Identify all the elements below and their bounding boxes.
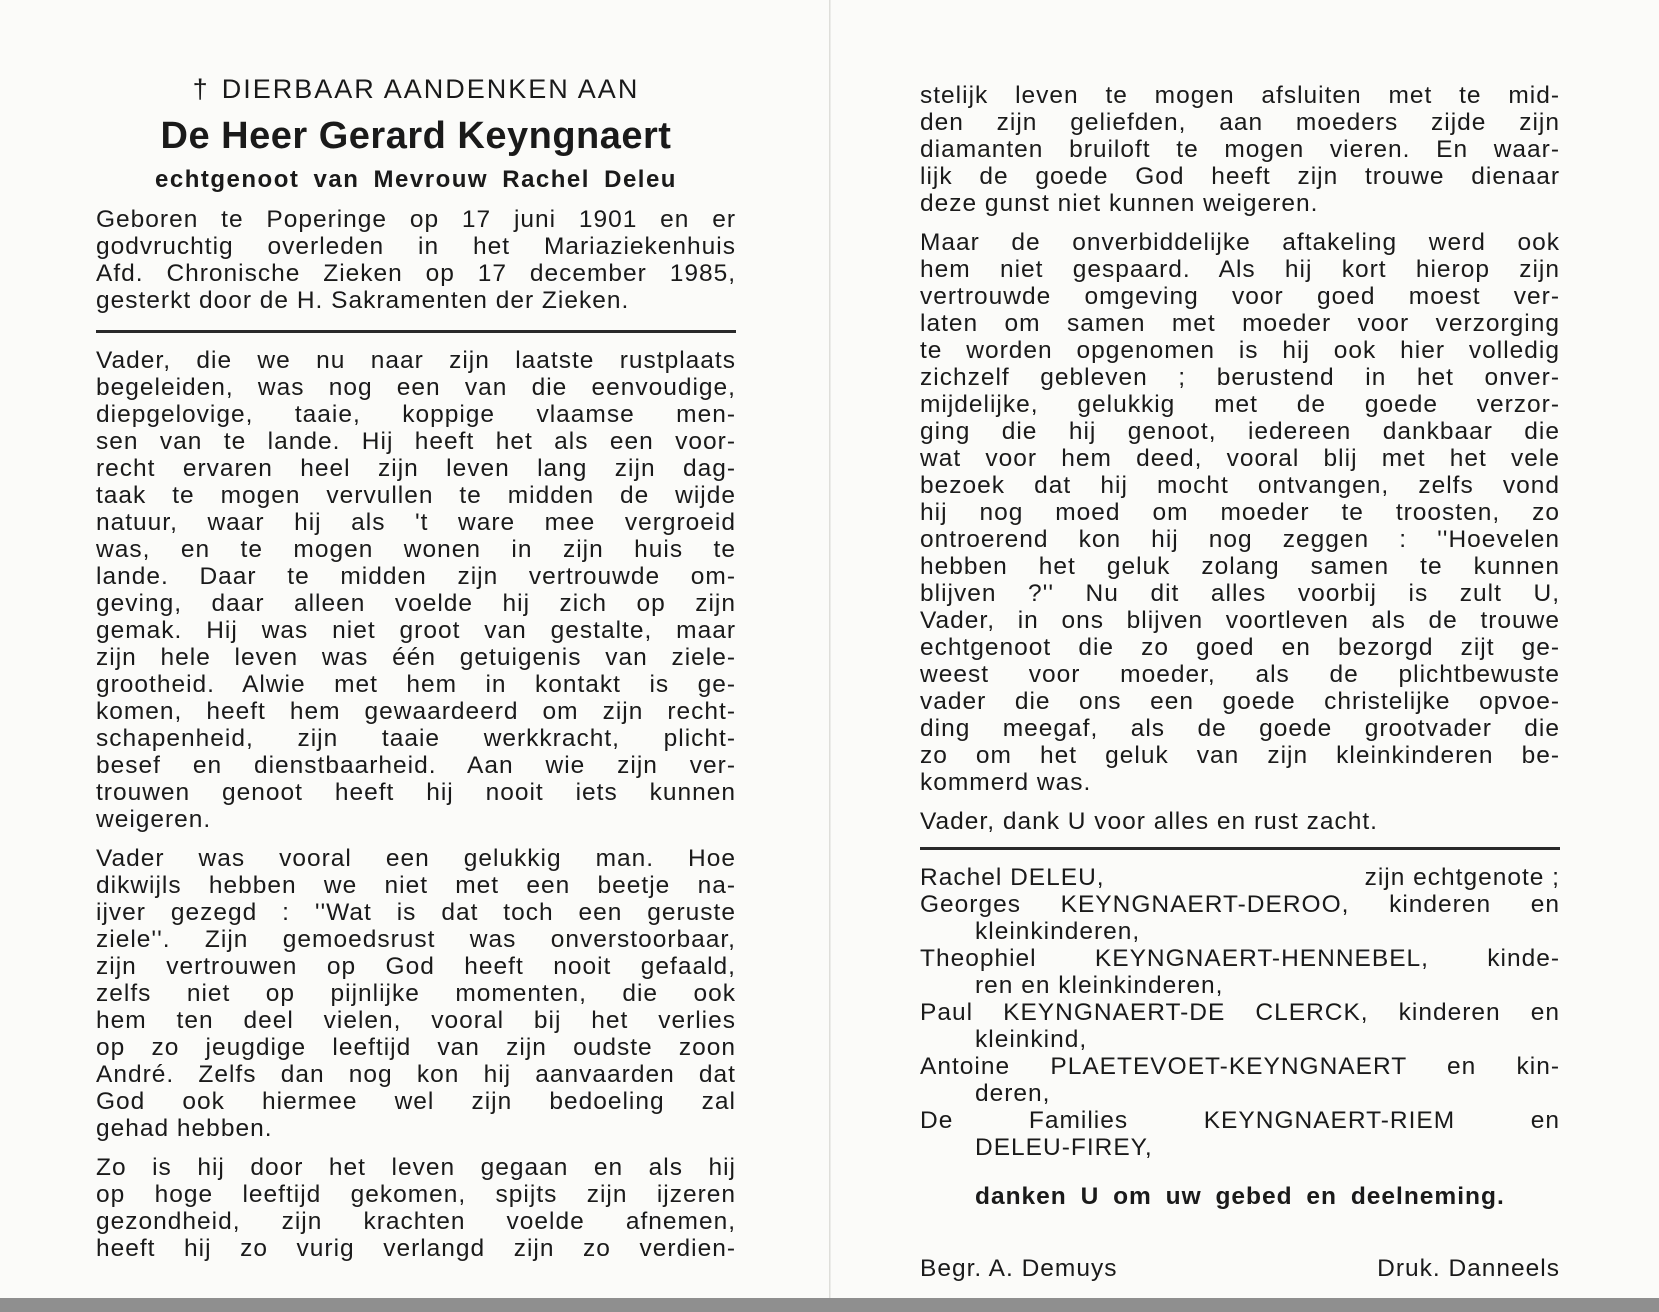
text-line: diamanten bruiloft te mogen vieren. En waar- [920, 136, 1560, 163]
text-line: wat voor hem deed, vooral blij met het vele [920, 445, 1560, 472]
text-line: weest voor moeder, als de plichtbewuste [920, 661, 1560, 688]
text-line: op zo jeugdige leeftijd van zijn oudste zoon [96, 1034, 736, 1061]
text-line: ontroerend kon hij nog zeggen : ''Hoevelen [920, 526, 1560, 553]
text-line: Vader, die we nu naar zijn laatste rustplaats [96, 347, 736, 374]
text-line: bezoek dat hij mocht ontvangen, zelfs vond [920, 472, 1560, 499]
text-line: ding meegaf, als de goede grootvader die [920, 715, 1560, 742]
text-line: zijn hele leven was één getuigenis van ziele- [96, 644, 736, 671]
text-line: lande. Daar te midden zijn vertrouwde om- [96, 563, 736, 590]
text-line: ijver gezegd : ''Wat is dat toch een geruste [96, 899, 736, 926]
left-paragraphs [96, 347, 736, 1262]
spouse-signature [920, 864, 1560, 891]
undertaker: Begr. A. Demuys [920, 1255, 1118, 1282]
text-line: den zijn geliefden, aan moeders zijde zijn [920, 109, 1560, 136]
text-line: Vader, in ons blijven voortleven als de trouwe [920, 607, 1560, 634]
text-line: gemak. Hij was niet groot van gestalte, maar [96, 617, 736, 644]
text-line: ging die hij genoot, iedereen dankbaar die [920, 418, 1560, 445]
text-line: Geboren te Poperinge op 17 juni 1901 en er [96, 206, 736, 233]
family-line: Georges KEYNGNAERT-DEROO, kinderen en [920, 891, 1560, 918]
text-line: diepgelovige, taaie, koppige vlaamse men- [96, 401, 736, 428]
family-line: kleinkind, [975, 1026, 1088, 1053]
text-line: Maar de onverbiddelijke aftakeling werd ook [920, 229, 1560, 256]
text-line: taak te mogen vervullen te midden de wijde [96, 482, 736, 509]
text-line: Afd. Chronische Zieken op 17 december 1985, [96, 260, 736, 287]
divider [96, 330, 736, 333]
text-line: hem ten deel vielen, vooral bij het verlies [96, 1007, 736, 1034]
text-line: Zo is hij door het leven gegaan en als hij [96, 1154, 736, 1181]
family-line: De Families KEYNGNAERT-RIEM en [920, 1107, 1560, 1134]
text-line: zichzelf gebleven ; berustend in het onver- [920, 364, 1560, 391]
cross-icon: † [192, 74, 210, 104]
text-line: begeleiden, was nog een van die eenvoudige, [96, 374, 736, 401]
text-line: vader die ons een goede christelijke opvoe- [920, 688, 1560, 715]
spouse-signature-role: zijn echtgenote ; [1364, 864, 1560, 891]
text-line: Vader was vooral een gelukkig man. Hoe [96, 845, 736, 872]
family-line: ren en kleinkinderen, [975, 972, 1224, 999]
paragraph [96, 845, 736, 1142]
text-line: godvruchtig overleden in het Mariaziekenhuis [96, 233, 736, 260]
text-line: recht ervaren heel zijn leven lang zijn dag- [96, 455, 736, 482]
divider [920, 847, 1560, 850]
text-line: deze gunst niet kunnen weigeren. [920, 190, 1319, 217]
text-line: schapenheid, zijn taaie werkkracht, plicht- [96, 725, 736, 752]
heading-text: DIERBAAR AANDENKEN AAN [221, 74, 640, 104]
family-line: kleinkinderen, [975, 918, 1141, 945]
text-line: God ook hiermee wel zijn bedoeling zal [96, 1088, 736, 1115]
text-line: mijdelijke, gelukkig met de goede verzor- [920, 391, 1560, 418]
text-line: André. Zelfs dan nog kon hij aanvaarden dat [96, 1061, 736, 1088]
text-line: komen, heeft hem gewaardeerd om zijn recht- [96, 698, 736, 725]
card-fold [829, 0, 831, 1298]
text-line: gehad hebben. [96, 1115, 273, 1142]
printer: Druk. Danneels [1377, 1255, 1560, 1282]
right-paragraphs [920, 82, 1560, 835]
text-line: laten om samen met moeder voor verzorging [920, 310, 1560, 337]
paragraph [96, 347, 736, 833]
text-line: trouwen genoot heeft hij nooit iets kunnen [96, 779, 736, 806]
text-line: grootheid. Alwie met hem in kontakt is ge- [96, 671, 736, 698]
text-line: geving, daar alleen voelde hij zich op zijn [96, 590, 736, 617]
text-line: hebben het geluk zolang samen te kunnen [920, 553, 1560, 580]
text-line: op hoge leeftijd gekomen, spijts zijn ijzeren [96, 1181, 736, 1208]
text-line: natuur, waar hij als 't ware mee vergroeid [96, 509, 736, 536]
text-line: zo om het geluk van zijn kleinkinderen be- [920, 742, 1560, 769]
birth-paragraph [96, 206, 736, 314]
paragraph [96, 1154, 736, 1262]
paragraph [920, 229, 1560, 796]
spouse-signature-name: Rachel DELEU, [920, 864, 1105, 891]
family-line: Paul KEYNGNAERT-DE CLERCK, kinderen en [920, 999, 1560, 1026]
text-line: te worden opgenomen is hij ook hier volledig [920, 337, 1560, 364]
text-line: blijven ?'' Nu dit alles voorbij is zult U, [920, 580, 1560, 607]
text-line: vertrouwde omgeving voor goed moest ver- [920, 283, 1560, 310]
paragraph [920, 808, 1560, 835]
family-line: deren, [975, 1080, 1051, 1107]
text-line: besef en dienstbaarheid. Aan wie zijn ver- [96, 752, 736, 779]
spouse-line: echtgenoot van Mevrouw Rachel Deleu [155, 166, 677, 193]
text-line: zijn vertrouwen op God heeft nooit gefaald, [96, 953, 736, 980]
right-column [920, 82, 1560, 1283]
text-line: kommerd was. [920, 769, 1092, 796]
text-line: lijk de goede God heeft zijn trouwe dienaar [920, 163, 1560, 190]
text-line: hem niet gespaard. Als hij kort hierop zijn [920, 256, 1560, 283]
deceased-name: De Heer Gerard Keyngnaert [160, 115, 672, 157]
text-line: gesterkt door de H. Sakramenten der Zieken. [96, 287, 630, 314]
text-line: zelfs niet op pijnlijke momenten, die ook [96, 980, 736, 1007]
family-list [920, 891, 1560, 1161]
paragraph [920, 82, 1560, 217]
text-line: echtgenoot die zo goed en bezorgd zijt ge- [920, 634, 1560, 661]
family-line: Antoine PLAETEVOET-KEYNGNAERT en kin- [920, 1053, 1560, 1080]
text-line: ziele''. Zijn gemoedsrust was onverstoorbaar, [96, 926, 736, 953]
text-line: dikwijls hebben we niet met een beetje na- [96, 872, 736, 899]
text-line: gezondheid, zijn krachten voelde afnemen, [96, 1208, 736, 1235]
text-line: sen van te lande. Hij heeft het als een voor- [96, 428, 736, 455]
left-column [96, 74, 736, 1274]
text-line: was, en te mogen wonen in zijn huis te [96, 536, 736, 563]
memorial-heading [96, 74, 736, 105]
text-line: weigeren. [96, 806, 212, 833]
thanks-line: danken U om uw gebed en deelneming. [975, 1183, 1505, 1210]
text-line: stelijk leven te mogen afsluiten met te mid- [920, 82, 1560, 109]
text-line: heeft hij zo vurig verlangd zijn zo verdien- [96, 1235, 736, 1262]
family-line: Theophiel KEYNGNAERT-HENNEBEL, kinde- [920, 945, 1560, 972]
footer [920, 1255, 1560, 1283]
text-line: hij nog moed om moeder te troosten, zo [920, 499, 1560, 526]
text-line: Vader, dank U voor alles en rust zacht. [920, 808, 1378, 835]
family-line: DELEU-FIREY, [975, 1134, 1153, 1161]
